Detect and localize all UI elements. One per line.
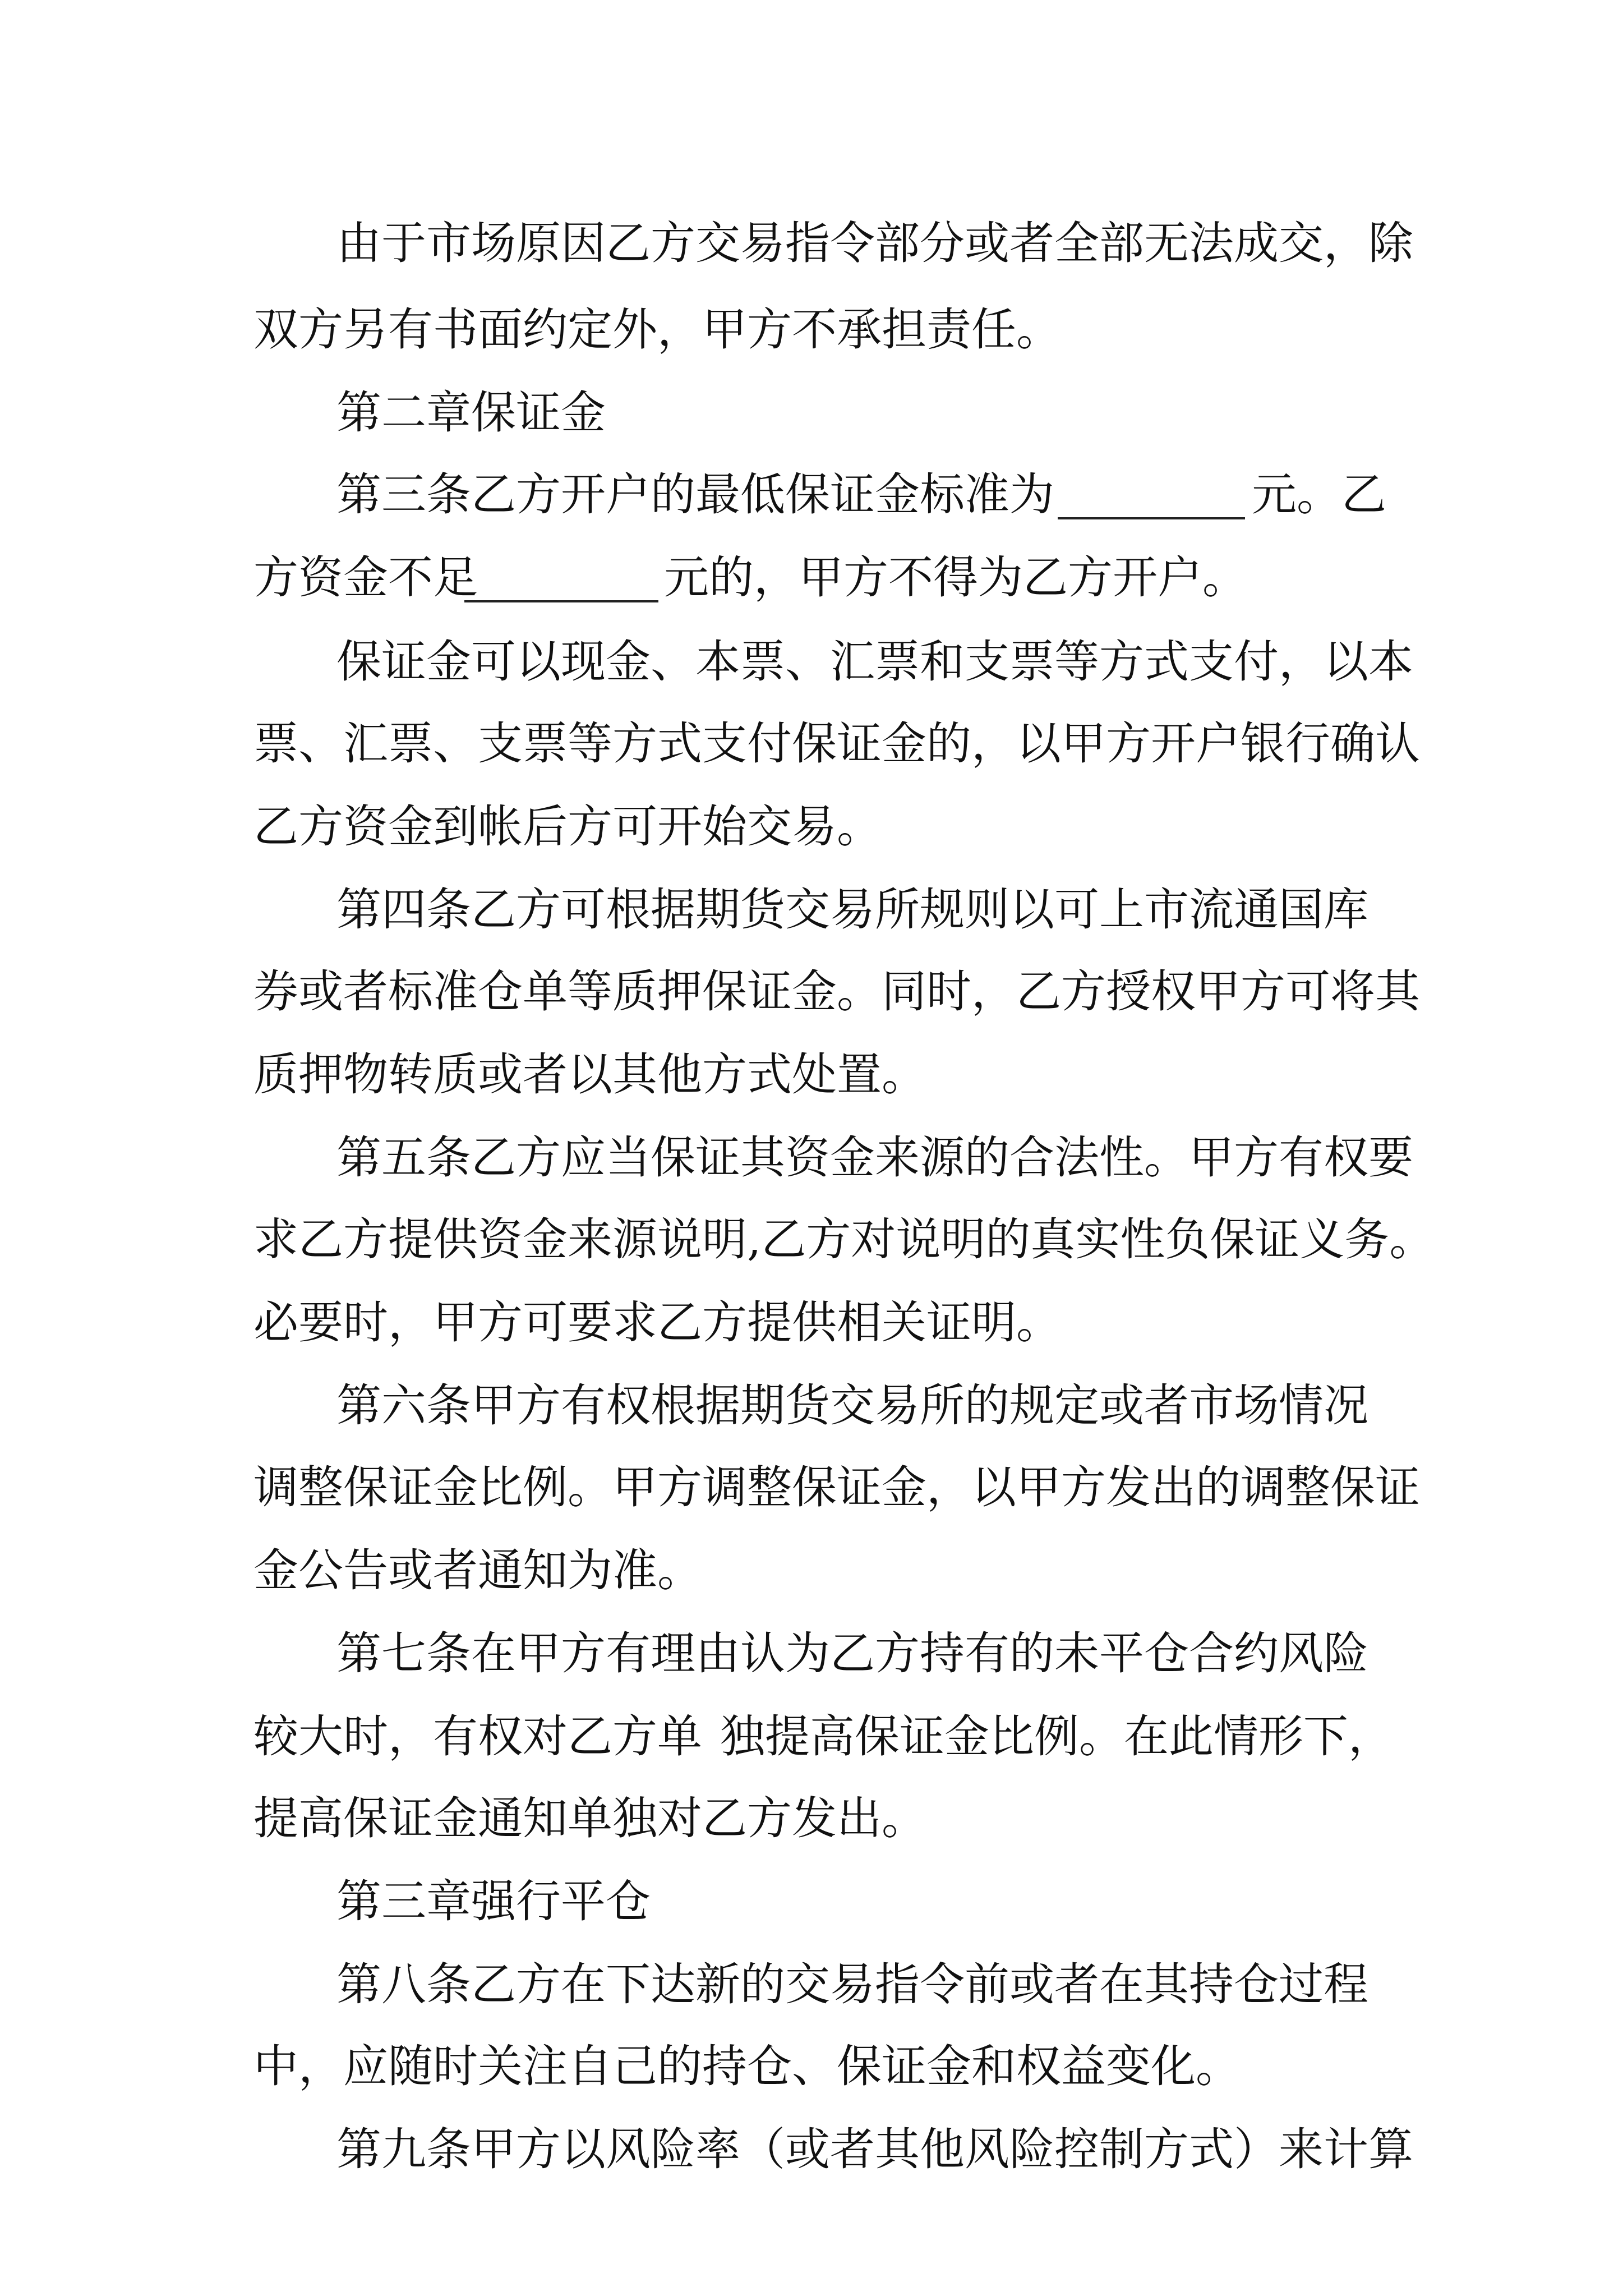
text: 第九条甲方以风险率（或者其他风险控制方式）来计算 bbox=[336, 2123, 1413, 2175]
text: 券或者标准仓单等质押保证金。同时，乙方授权甲方可将其 bbox=[253, 965, 1420, 1018]
text: 较大时，有权对乙方单 bbox=[253, 1710, 702, 1763]
text: 票、汇票、支票等方式支付保证金的，以甲方开户银行确认 bbox=[253, 717, 1420, 770]
text: 第二章保证金 bbox=[336, 386, 606, 439]
text: 元。乙 bbox=[1252, 468, 1386, 521]
text: 第八条乙方在下达新的交易指令前或者在其持仓过程 bbox=[336, 1958, 1368, 2010]
paragraph-line bbox=[0, 878, 1623, 941]
text: 元的，甲方不得为乙方开户。 bbox=[664, 551, 1247, 604]
paragraph-line bbox=[0, 1043, 1623, 1106]
text: 求乙方提供资金来源说明,乙方对说明的真实性负保证义务。 bbox=[253, 1213, 1435, 1266]
paragraph-line bbox=[0, 1374, 1623, 1437]
text: 保证金可以现金、本票、汇票和支票等方式支付，以本 bbox=[336, 636, 1413, 688]
text: 第七条在甲方有理由认为乙方持有的未平仓合约风险 bbox=[336, 1627, 1368, 1680]
text: 必要时，甲方可要求乙方提供相关证明。 bbox=[253, 1296, 1061, 1349]
paragraph-line bbox=[0, 1622, 1623, 1685]
paragraph-line bbox=[0, 712, 1623, 775]
blank-insufficient-amount[interactable] bbox=[464, 546, 658, 602]
paragraph-line bbox=[0, 1208, 1623, 1271]
text: 方资金不足 bbox=[253, 551, 478, 604]
paragraph-line bbox=[0, 2035, 1623, 2098]
text: 乙方资金到帐后方可开始交易。 bbox=[253, 800, 882, 853]
paragraph-line bbox=[0, 1539, 1623, 1602]
paragraph-line bbox=[0, 1787, 1623, 1850]
text: 金公告或者通知为准。 bbox=[253, 1544, 702, 1596]
paragraph-line bbox=[0, 960, 1623, 1023]
text: 第五条乙方应当保证其资金来源的合法性。甲方有权要 bbox=[336, 1131, 1413, 1184]
paragraph-line bbox=[0, 1126, 1623, 1189]
chapter-heading bbox=[0, 381, 1623, 444]
text: 独提高保证金比例。在此情形下， bbox=[720, 1710, 1393, 1763]
paragraph-line bbox=[0, 631, 1623, 693]
text: 第六条甲方有权根据期货交易所的规定或者市场情况 bbox=[336, 1379, 1368, 1432]
chapter-heading bbox=[0, 1870, 1623, 1933]
paragraph-line bbox=[0, 212, 1623, 275]
text: 调整保证金比例。甲方调整保证金，以甲方发出的调整保证 bbox=[253, 1461, 1420, 1513]
paragraph-line bbox=[0, 1953, 1623, 2016]
paragraph-line bbox=[0, 1705, 1623, 1768]
paragraph-line bbox=[0, 463, 1623, 526]
text: 提高保证金通知单独对乙方发出。 bbox=[253, 1792, 926, 1844]
paragraph-line bbox=[0, 2118, 1623, 2181]
paragraph-line bbox=[0, 1291, 1623, 1354]
text: 第三条乙方开户的最低保证金标准为 bbox=[336, 468, 1054, 521]
paragraph-line bbox=[0, 546, 1623, 609]
text: 中，应随时关注自己的持仓、保证金和权益变化。 bbox=[253, 2040, 1241, 2092]
text: 第三章强行平仓 bbox=[336, 1875, 651, 1927]
text: 第四条乙方可根据期货交易所规则以可上市流通国库 bbox=[336, 884, 1368, 936]
text: 双方另有书面约定外，甲方不承担责任。 bbox=[253, 303, 1061, 356]
paragraph-line bbox=[0, 1456, 1623, 1519]
paragraph-line bbox=[0, 298, 1623, 361]
text: 质押物转质或者以其他方式处置。 bbox=[253, 1048, 926, 1101]
blank-min-deposit-amount[interactable] bbox=[1058, 463, 1245, 519]
paragraph-line bbox=[0, 795, 1623, 858]
text: 由于市场原因乙方交易指令部分或者全部无法成交，除 bbox=[336, 217, 1413, 269]
